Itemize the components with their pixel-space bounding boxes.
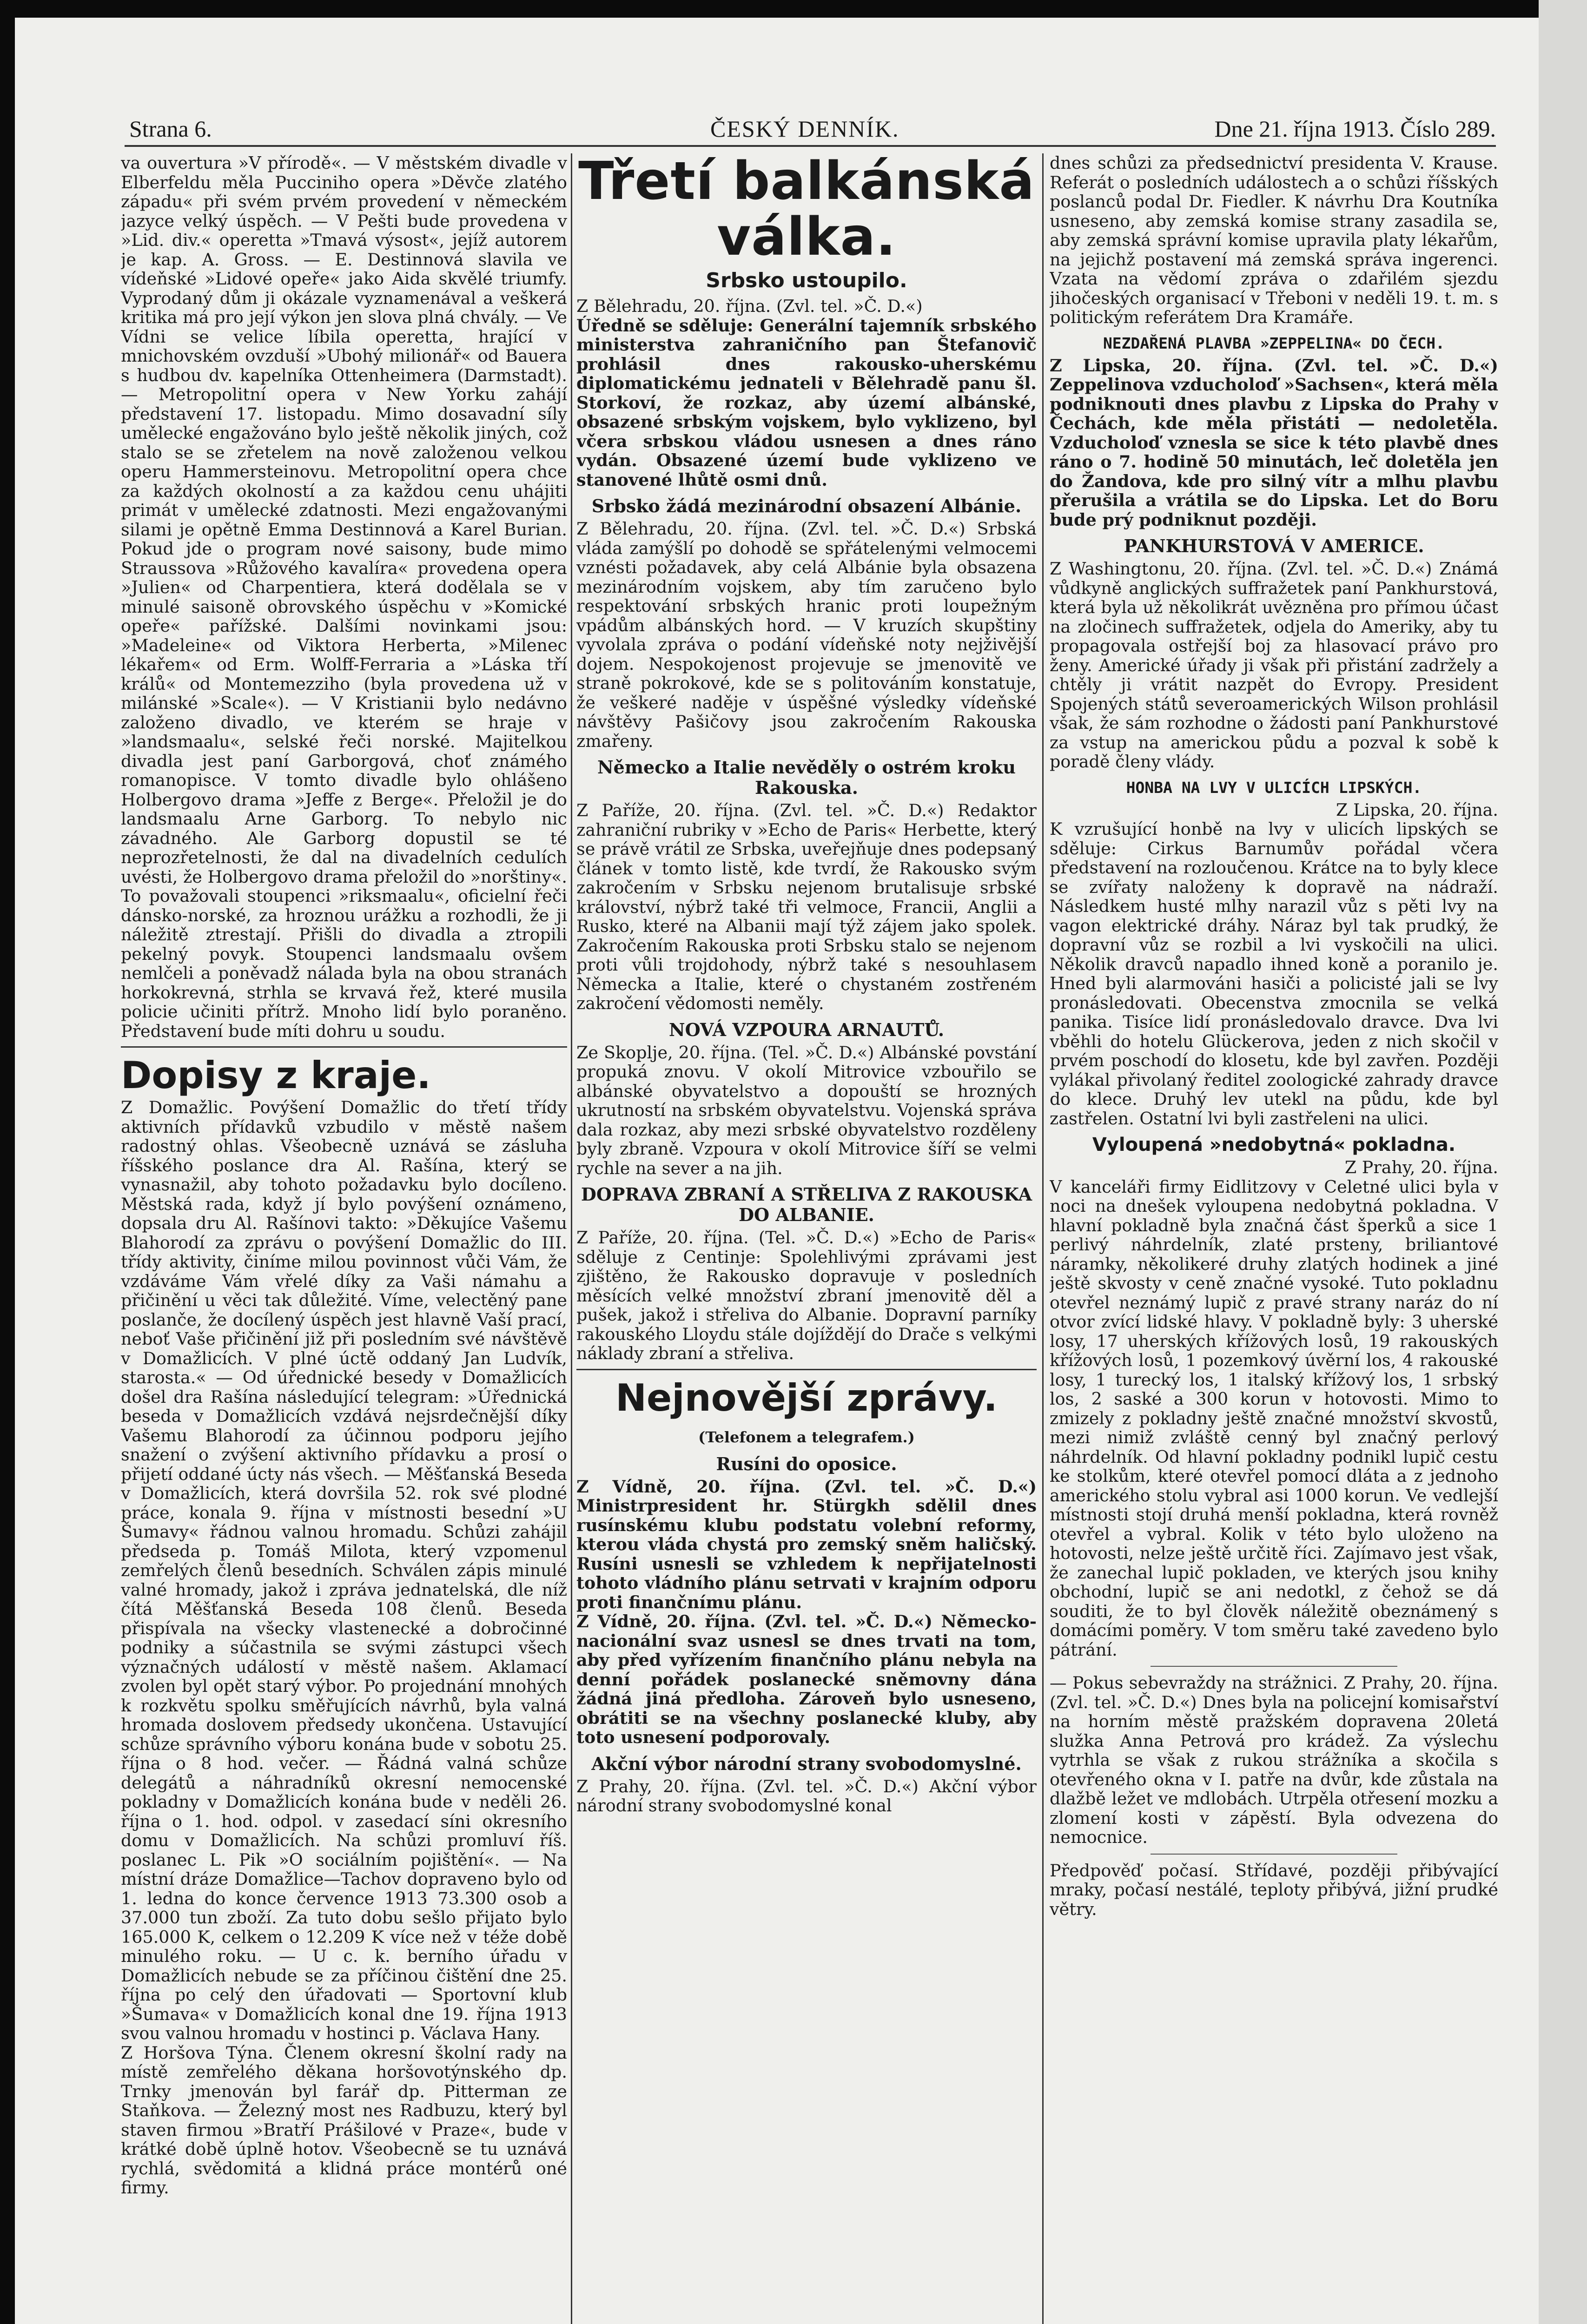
article-heading: NEZDAŘENÁ PLAVBA »ZEPPELINA« DO ČECH. <box>1103 334 1445 352</box>
divider <box>1151 1854 1397 1855</box>
article-heading: PANKHURSTOVÁ V AMERICE. <box>1124 535 1424 556</box>
dateline: Z Bělehradu, 20. října. (Zvl. tel. »Č. D.«) <box>576 296 923 316</box>
divider <box>576 1369 1037 1370</box>
article-text: Z Prahy, 20. října. (Zvl. tel. »Č. D.«) Akční výbor národní strany svobodomyslné konal <box>576 1776 1037 1816</box>
column-separator <box>1042 153 1044 2324</box>
dateline: Z Lipska, 20. října. <box>1336 799 1498 820</box>
article-heading: NOVÁ VZPOURA ARNAUTŮ. <box>668 1019 945 1040</box>
article-text: Z Paříže, 20. října. (Tel. »Č. D.«) »Echo de Paris« sděluje z Centinje: Spolehlivými zprávami jest zjištěno, že Rakousko dopravuje v posledních měsících velké množství zbraní jmenovitě děl a pušek, jakož i střeliva do Albanie. Dopravní parníky rakouského Lloydu stále dojíždějí do Drače s velkými náklady zbraní a střeliva. <box>576 1228 1037 1363</box>
article-text: Z Vídně, 20. října. (Zvl. tel. »Č. D.«) Ministrpresident hr. Stürgkh sdělil dnes rusínskému klubu podstatu volební reformy, kterou vláda chystá pro zemský sněm haličský. Rusíni usnesli se vzhledem k nepřijatelnosti tohoto vládního plánu setrvati v krajním odporu proti finančnímu plánu. <box>576 1476 1037 1612</box>
article-heading: HONBA NA LVY V ULICÍCH LIPSKÝCH. <box>1126 778 1422 797</box>
divider <box>121 1046 567 1048</box>
dateline: Z Prahy, 20. října. <box>1344 1157 1498 1177</box>
article-heading: Německo a Italie nevěděly o ostrém kroku Rakouska. <box>597 757 1016 798</box>
header-rule <box>125 145 1496 147</box>
subheading: Srbsko ustoupilo. <box>706 269 907 292</box>
article-text: Z Vídně, 20. října. (Zvl. tel. »Č. D.«) Německo-nacionální svaz usnesl se dnes trvati na tom, aby před vyřízením finančního plánu nebyla na denní pořádek poslanecké sněmovny dána žádná jiná předloha. Zároveň bylo usneseno, obrátiti se na všechny poslanecké kluby, aby toto usnesení podporovaly. <box>576 1611 1037 1747</box>
column-1 <box>121 153 567 2324</box>
column-2 <box>576 153 1037 2324</box>
article-text: va ouvertura »V přírodě«. — V městském divadle v Elberfeldu měla Pucciniho opera »Děvče zlatého západu« při svém prvém provedení v německém jazyce velký úspěch. — V Pešti bude provedena v »Lid. div.« operetta »Tmavá výsost«, jejíž autorem je kap. A. Gross. — E. Destinnová slavila ve vídeňské »Lidové opeře« jako Aida skvělé triumfy. Vyprodaný dům ji okázale vyznamenával a veškerá kritika má pro její výkon jen slova plná chvály. — Ve Vídni se velice líbila operetta, hrající v mnichovském ovzduší »Ubohý milionář« od Bauera s hudbou dv. kapelníka Ottenheimera (Darmstadt). — Metropolitní opera v New Yorku zahájí představení 17. listopadu. Mimo dosavadní síly umělecké engažováno bylo ještě několik jiných, což stalo se se zřetelem na nově založenou velkou operu Hammersteinovu. Metropolitní opera chce za každých okolností a za každou cenu uhájiti primát v umělecké zdatnosti. Mezi engažovanými silami je opětně Emma Destinnová a Karel Burian. Pokud jde o program nové saisony, bude mimo Straussova »Růžového kavalíra« provedena opera »Julien« od Charpentiera, která dodělala se v minulé saisoně obrovského úspěchu v »Komické opeře« pařížské. Dalšími novinkami jsou: »Madeleine« od Viktora Herberta, »Milenec lékařem« od Erm. Wolff-Ferraria a »Láska tří králů« od Montemezziho (byla provedena už v milánské »Scale«). — V Kristianii bylo nedávno založeno divadlo, ve kterém se hraje v »landsmaalu«, selské řeči norské. Majitelkou divadla jest paní Garborgová, choť známého romanopisce. V tomto divadle bylo ohlášeno Holbergovo drama »Jeffe z Berge«. Přeložil je do landsmaalu Arne Garborg. To nebylo nic závadného. Ale Garborg dopustil se té neprozřetelnosti, že dal na divadelních cedulích uvésti, že Holbergovo drama přeložil do »norštiny«. To považovali stoupenci »riksmaalu«, oficielní řeči dánsko-norské, za hroznou urážku a rozhodli, že ji náležitě ztrestají. Přišli do divadla a ztropili pekelný povyk. Stoupenci landsmaalu ovšem nemlčeli a poněvadž nálada byla na obou stranách horkokrevná, strhla se krvavá řež, které musila policie učiniti přítrž. Mnoho lidí bylo poraněno. Představení bude míti dohru u soudu. <box>121 153 567 1041</box>
article-text: Z Lipska, 20. října. (Zvl. tel. »Č. D.«) Zeppelinova vzducholoď »Sachsen«, která měla podniknouti dnes plavbu z Lipska do Prahy v Čechách, kde měla přistáti — nedoletěla. Vzducholoď vznesla se sice k této plavbě dnes ráno o 7. hodině 50 minutách, leč doletěla jen do Žandova, kde pro silný vítr a mlhu plavbu přerušila a vrátila se do Lipska. Let do Boru bude prý podniknut později. <box>1050 355 1498 530</box>
article-text: Z Domažlic. Povýšení Domažlic do třetí třídy aktivních přídavků vzbudilo v městě našem radostný ohlas. Všeobecně uznává se zásluha říšského poslance dra Al. Rašína, který se vynasnažil, aby tohoto požadavku bylo docíleno. Městská rada, když jí bylo povýšení oznámeno, dopsala dru Al. Rašínovi takto: »Děkujíce Vašemu Blahorodí za zprávu o povýšení Domažlic do III. třídy aktivity, činíme milou povinnost vůči Vám, že vzdáváme Vám vřelé díky za Vaši námahu a přičinění u věci tak důležité. Víme, velectěný pane poslanče, že docílený úspěch jest hlavně Vaší prací, neboť Vaše přičinění již při posledním své návštěvě v Domažlicích. V plné úctě oddaný Jan Ludvík, starosta.« — Od úřednické besedy v Domažlicích došel dra Rašína následující telegram: »Úřednická beseda v Domažlicích vzdává nejsrdečnější díky Vašemu Blahorodí za účinnou podporu jejího snažení o zvýšení aktivního přídavku a prosí o přijetí oddané úcty nás všech. — Měšťanská Beseda v Domažlicích, která dovršila 52. rok své plodné práce, konala 9. října v místnosti besední »U Šumavy« řádnou valnou hromadu. Schůzi zahájil předseda p. Tomáš Milota, který vzpomenul zemřelých členů besedních. Schválen zápis minulé valné hromady, jakož i zpráva jednatelská, dle níž čítá Měšťanská Beseda 108 členů. Beseda přispívala na všecky vlastenecké a dobročinné podniky a súčastnila se svými zástupci všech význačných událostí v městě našem. Aklamací zvolen byl opět starý výbor. Po projednání mnohých k rozkvětu spolku směřujících návrhů, byla valná hromada doslovem předsedy ukončena. Ustavující schůze správního výboru konána bude v sobotu 25. října o 8 hod. večer. — Řádná valná schůze delegátů a náhradníků okresní nemocenské pokladny v Domažlicích konána bude v neděli 26. října o 1. hod. odpol. v zasedací síni okresního domu v Domažlicích. Na schůzi promluví říš. poslanec L. Pik »O sociálním pojištění«. — Na místní dráze Domažlice—Tachov dopraveno bylo od 1. ledna do konce července 1913 73.300 osob a 37.000 tun zboží. Za tuto dobu sešlo přijato bylo 165.000 K, celkem o 12.209 K více než v téže době minulého roku. — U c. k. berního úřadu v Domažlicích nebude se za příčinou čištění dne 25. října po celý den úřadovati — Sportovní klub »Šumava« v Domažlicích konal dne 19. října 1913 svou valnou hromadu v hostinci p. Václava Hany. <box>121 1097 567 2043</box>
article-heading: Rusíni do oposice. <box>716 1453 897 1474</box>
article-text: K vzrušující honbě na lvy v ulicích lipských se sděluje: Cirkus Barnumův pořádal včera představení na rozloučenou. Krátce na to byly klece se zvířaty naloženy k dopravě na nádraží. Následkem husté mlhy narazil vůz s pěti lvy na vagon elektrické dráhy. Náraz byl tak prudký, že dopravní vůz se rozbil a lvi vyskočili na ulici. Několik dravců napadlo ihned koně a poranilo je. Hned byli alarmováni hasiči a policisté jali se lvy pronásledovati. Obecenstva zmocnila se velká panika. Tisíce lidí pronásledovalo dravce. Dva lvi vběhli do hotelu Glückerova, jeden z nich skočil v prvém poschodí do klosetu, kde byl zavřen. Později vylákal přivolaný ředitel zoologické zahrady dravce do klece. Druhý lev utekl na půdu, kde byl zastřelen. Ostatní lvi byli zastřeleni na ulici. <box>1050 819 1498 1129</box>
section-subheading: (Telefonem a telegrafem.) <box>698 1428 915 1446</box>
article-heading: Akční výbor národní strany svobodomyslné. <box>591 1753 1022 1774</box>
section-heading: Nejnovější zprávy. <box>615 1376 998 1419</box>
main-headline: Třetí balkánská válka. <box>578 153 1035 267</box>
article-text: Úředně se sděluje: Generální tajemník srbského ministerstva zahraničního pan Štefanovič prohlásil dnes rakousko-uherskému diplomatickému jednateli v Bělehradě panu šl. Storkoví, že rozkaz, aby území albánské, obsazené srbským vojskem, bylo vyklizeno, byl včera srbskou vládou usnesen a dnes ráno vydán. Obsazené území bude vyklizeno ve stanovené lhůtě osmi dnů. <box>576 315 1037 490</box>
weather-forecast: Předpověď počasí. Střídavé, později přibývající mraky, počasí nestálé, teploty přibývá, jižní prudké větry. <box>1050 1860 1498 1919</box>
article-text: — Pokus sebevraždy na strážnici. Z Prahy, 20. října. (Zvl. tel. »Č. D.«) Dnes byla na policejní komisařství na horním městě pražském dopravena 20letá služka Anna Petrová pro krádež. Za výslechu vytrhla se však z rukou strážníka a skočila s otevřeného okna v I. patře na dvůr, kde zůstala na dlažbě ležet ve mdlobách. Utrpěla otřesení mozku a zlomení kosti v zápěstí. Byla odvezena do nemocnice. <box>1050 1673 1498 1847</box>
article-heading: Srbsko žádá mezinárodní obsazení Albánie. <box>591 495 1022 516</box>
column-3 <box>1050 153 1498 2324</box>
article-text: Z Paříže, 20. října. (Zvl. tel. »Č. D.«) Redaktor zahraniční rubriky v »Echo de Paris« Herbette, který se právě vrátil ze Srbska, uveřejňuje dnes podepsaný článek v tomto listě, kde tvrdí, že Rakousko svým zakročením v Srbsku nejenom brutalisuje srbské království, nýbrž také tři velmoce, Francii, Anglii a Rusko, které na Albanii mají týž zájem jako spolek. Zakročením Rakouska proti Srbsku stalo se nejenom proti vůli trojdohody, nýbrž také s nesouhlasem Německa a Italie, které o chystaném zostřeném zakročení vědomosti neměly. <box>576 800 1037 1013</box>
scan-edge <box>1539 0 1587 2324</box>
article-text: Z Horšova Týna. Členem okresní školní rady na místě zemřelého děkana horšovotýnského dp. Trnky jmenován byl farář dp. Pitterman ze Staňkova. — Železný most nes Radbuzu, který byl staven firmou »Bratří Prášilové v Praze«, bude v krátké době úplně hotov. Všeobecně se tu uznává rychlá, svědomitá a klidná práce montérů oné firmy. <box>121 2042 567 2198</box>
section-heading: Dopisy z kraje. <box>121 1054 431 1097</box>
article-text: Z Bělehradu, 20. října. (Zvl. tel. »Č. D.«) Srbská vláda zamýšlí po dohodě se spřátelenými velmocemi vznésti požadavek, aby celá Albánie byla obsazena mezinárodním vojskem, aby tím zaručeno bylo respektování srbských hranic proti loupežným vpádům albánských hord. — V kruzích skupštiny vyvolala zpráva o podání vídeňské noty nejživější dojem. Nespokojenost projevuje se jmenovitě ve straně pokrokové, kde se s politováním konstatuje, že veškeré naděje v úspěšné výsledky vídeňské návštěvy Pašičovy jsou zakročením Rakouska zmařeny. <box>576 519 1037 751</box>
newspaper-title: ČESKÝ DENNÍK. <box>710 116 899 142</box>
article-text: Ze Skoplje, 20. října. (Tel. »Č. D.«) Albánské povstání propuká znovu. V okolí Mitrovice vzbouřilo se albánské obyvatelstvo a dopouští se hrozných ukrutností na srbském obyvatelstvu. Vojenská správa dala rozkaz, aby mezi srbské obyvatelstvo rozděleny byly zbraně. Vzpoura v okolí Mitrovice šíří se velmi rychle na sever a na jih. <box>576 1042 1037 1178</box>
page-header <box>129 115 1496 143</box>
page-number: Strana 6. <box>129 116 212 142</box>
column-separator <box>571 153 572 2324</box>
article-text: V kanceláři firmy Eidlitzovy v Celetné ulici byla v noci na dnešek vyloupena nedobytná pokladna. V hlavní pokladně byla značná část šperků a sice 1 perlivý náhrdelník, zlaté prsteny, briliantové náramky, několikeré druhy zlatých hodinek a jiné ještě skvosty v ceně značné vysoké. Tuto pokladnu otevřel neznámý lupič z pravé strany naráz do ní otvor zvící lidské hlavy. V pokladně byly: 3 uherské losy, 17 uherských křížových losů, 19 rakouských křížových losů, 1 pozemkový úvěrní los, 4 rakouské losy, 1 turecký los, 1 italský křížový los, 1 srbský los, 2 saské a 300 korun v hotovosti. Mimo to zmizely z pokladny ještě značné množství skvostů, mezi nimiž zvláště cenný byl značný perlový náhrdelník. Od hlavní pokladny podnikl lupič cestu ke stolkům, které otevřel pomocí dláta a z jednoho amerického stolu vybral asi 1000 korun. Ve vedlejší místnosti stojí druhá menší pokladna, která rovněž otevřel a vybral. Kolik v této bylo uloženo na hotovosti, nelze ještě určitě říci. Zajímavo jest však, že zanechal lupič pokladen, ve kterých jsou knihy obchodní, lupič se ani nedotkl, z čehož se dá souditi, že to byl člověk náležitě obeznámený s domácími poměry. V tom směru také zavedeno bylo pátrání. <box>1050 1176 1498 1660</box>
article-heading: Vyloupená »nedobytná« pokladna. <box>1092 1134 1456 1155</box>
article-text: Z Washingtonu, 20. října. (Zvl. tel. »Č. D.«) Známá vůdkyně anglických suffražetek paní Pankhurstová, která byla už několikrát uvězněna pro přímou účast na zločinech suffražetek, odjela do Ameriky, aby tu propagovala ostřejší boj za hlasovací právo pro ženy. Americké úřady ji však při přistání zadržely a chtěly ji vrátit nazpět do Evropy. President Spojených států severoamerických Wilson prohlásil však, že sám rozhodne o žádosti paní Pankhurstové za vstup na americkou půdu a pozval k sobě k poradě členy vlády. <box>1050 559 1498 772</box>
article-text: dnes schůzi za předsednictví presidenta V. Krause. Referát o posledních událostech a o schůzi říšských poslanců podal Dr. Fiedler. K návrhu Dra Koutníka usneseno, aby zemská komise strany zasadila se, aby zemská správní komise upravila platy lékařům, na jejichž postavení má zemská správa ingerenci. Vzata na vědomí zpráva o zdařilém sjezdu jihočeských organisací v Třeboni v neděli 19. t. m. s politickým referátem Dra Kramáře. <box>1050 153 1498 327</box>
article-heading: DOPRAVA ZBRANÍ A STŘELIVA Z RAKOUSKA DO ALBANIE. <box>581 1184 1032 1225</box>
issue-date: Dne 21. října 1913. Číslo 289. <box>1214 116 1496 142</box>
divider <box>1151 1666 1397 1667</box>
